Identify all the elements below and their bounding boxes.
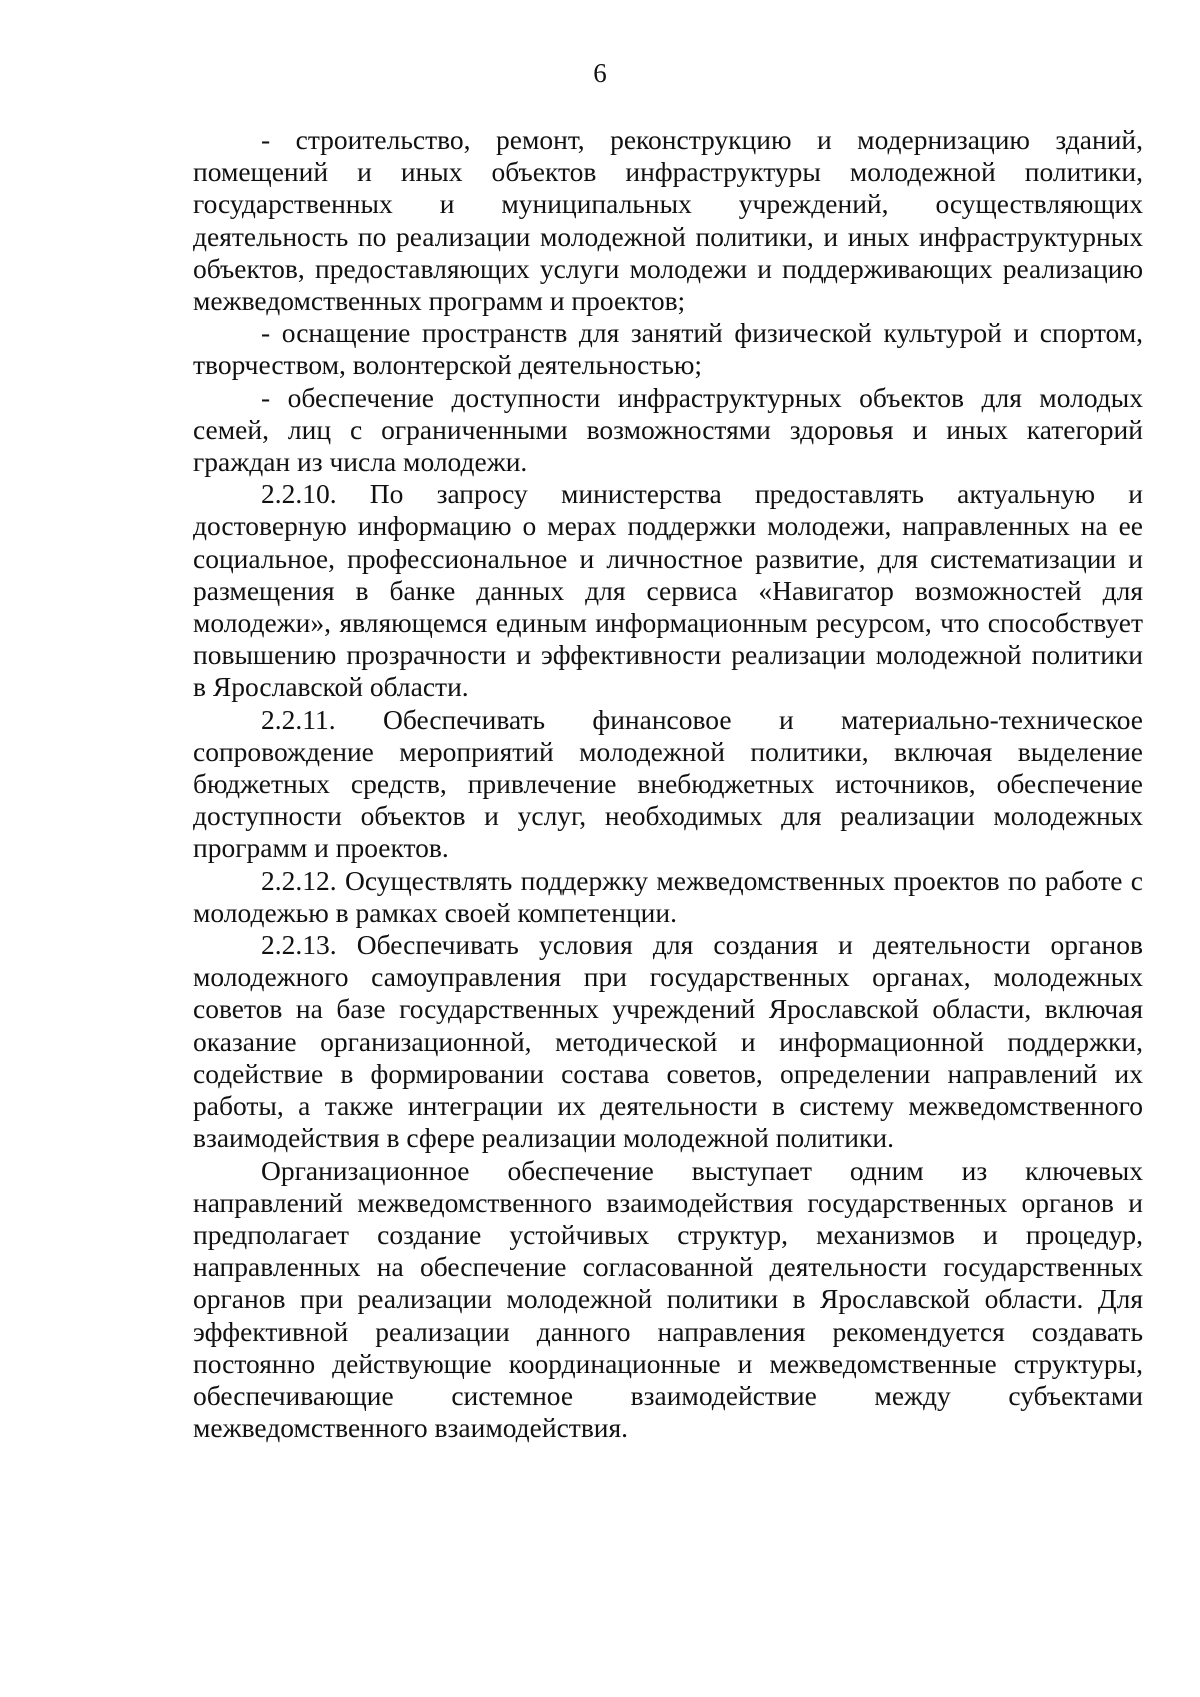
document-body: [193, 124, 1143, 1444]
clause-2-2-13: 2.2.13. Обеспечивать условия для создания и деятельности органов молодежного самоуправления при государственных органах, молодежных советов на базе государственных учреждений Ярославской области, включая оказание организационной, методической и информационной поддержки, содействие в формировании состава советов, определении направлений их работы, а также интеграции их деятельности в систему межведомственного взаимодействия в сфере реализации молодежной политики.: [193, 929, 1143, 1154]
paragraph-accessibility: - обеспечение доступности инфраструктурных объектов для молодых семей, лиц с ограниченными возможностями здоровья и иных категорий граждан из числа молодежи.: [193, 381, 1143, 478]
paragraph-equipment: - оснащение пространств для занятий физической культурой и спортом, творчеством, волонтерской деятельностью;: [193, 317, 1143, 381]
clause-2-2-11: 2.2.11. Обеспечивать финансовое и материально-техническое сопровождение мероприятий молодежной политики, включая выделение бюджетных средств, привлечение внебюджетных источников, обеспечение доступности объектов и услуг, необходимых для реализации молодежных программ и проектов.: [193, 703, 1143, 864]
clause-2-2-12: 2.2.12. Осуществлять поддержку межведомственных проектов по работе с молодежью в рамках своей компетенции.: [193, 864, 1143, 928]
paragraph-construction: - строительство, ремонт, реконструкцию и модернизацию зданий, помещений и иных объектов инфраструктуры молодежной политики, государственных и муниципальных учреждений, осуществляющих деятельность по реализации молодежной политики, и иных инфраструктурных объектов, предоставляющих услуги молодежи и поддерживающих реализацию межведомственных программ и проектов;: [193, 124, 1143, 317]
page-number: 6: [593, 58, 607, 88]
paragraph-organizational-support: Организационное обеспечение выступает одним из ключевых направлений межведомственного взаимодействия государственных органов и предполагает создание устойчивых структур, механизмов и процедур, направленных на обеспечение согласованной деятельности государственных органов при реализации молодежной политики в Ярославской области. Для эффективной реализации данного направления рекомендуется создавать постоянно действующие координационные и межведомственные структуры, обеспечивающие системное взаимодействие между субъектами межведомственного взаимодействия.: [193, 1154, 1143, 1444]
clause-2-2-10: 2.2.10. По запросу министерства предоставлять актуальную и достоверную информацию о мерах поддержки молодежи, направленных на ее социальное, профессиональное и личностное развитие, для систематизации и размещения в банке данных для сервиса «Навигатор возможностей для молодежи», являющемся единым информационным ресурсом, что способствует повышению прозрачности и эффективности реализации молодежной политики в Ярославской области.: [193, 478, 1143, 703]
